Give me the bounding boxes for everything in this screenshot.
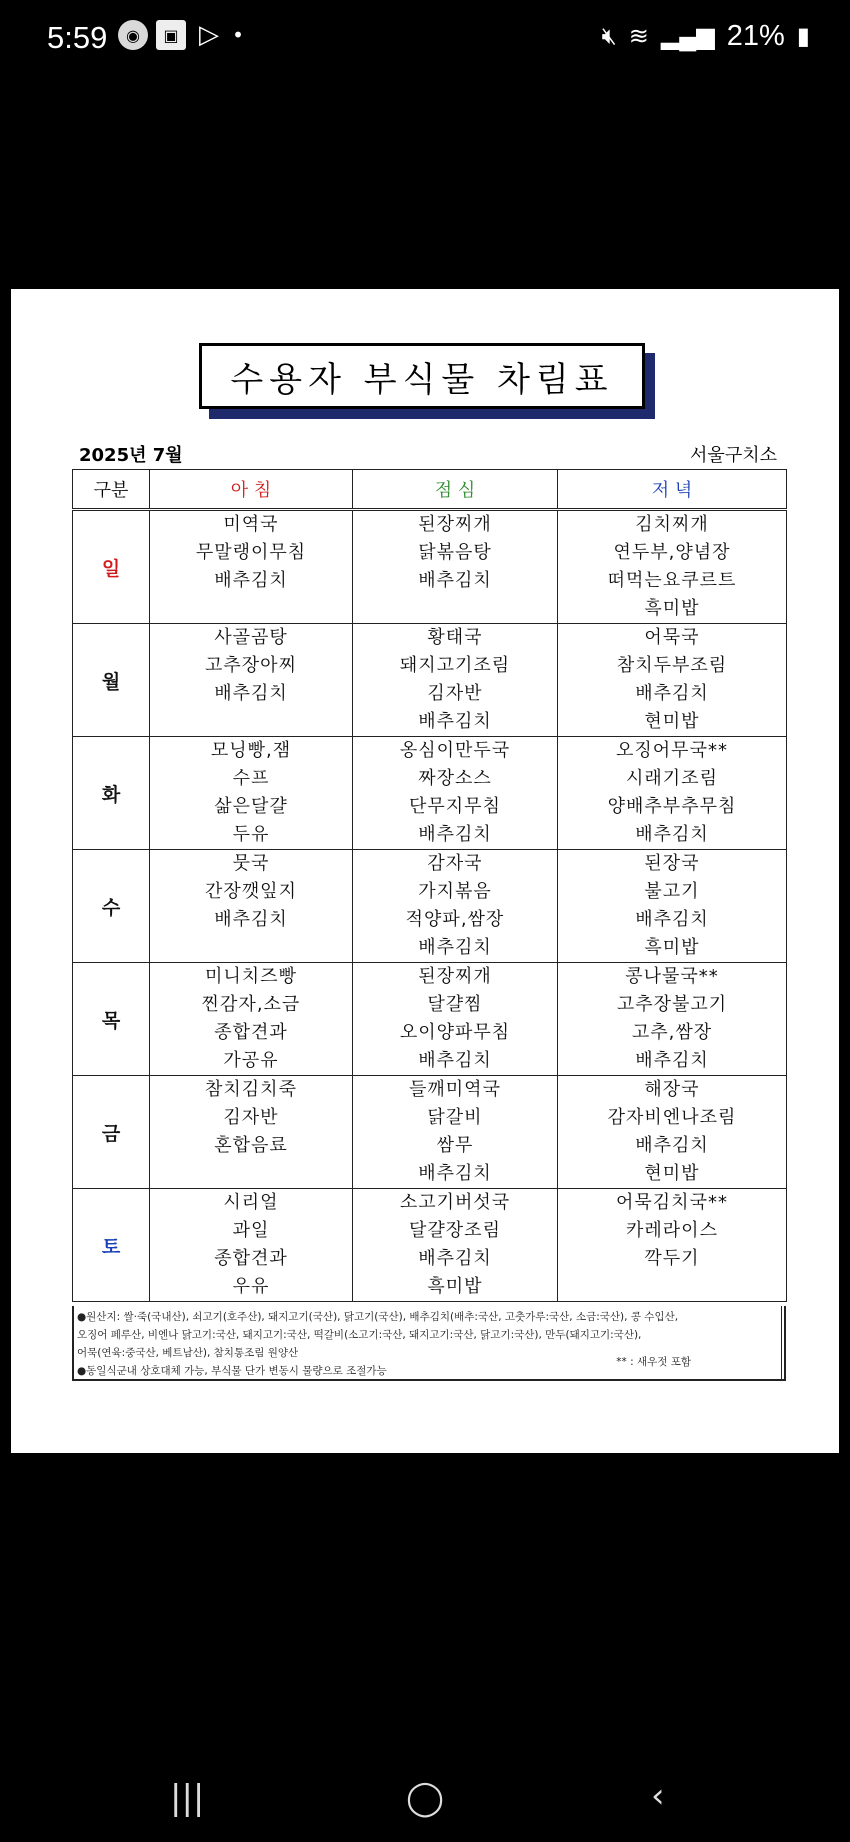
dinner-cell (558, 624, 787, 737)
menu-item: 배추김치 (214, 909, 288, 930)
dinner-cell (558, 1189, 787, 1302)
dinner-cell (558, 963, 787, 1076)
menu-item: 적양파,쌈장 (405, 909, 505, 930)
menu-table (72, 469, 787, 1302)
institution-name: 서울구치소 (690, 445, 777, 466)
origin-note-line-1: ●원산지: 쌀·죽(국내산), 쇠고기(호주산), 돼지고기(국산), 닭고기(국산), 배추김치(배추:국산, 고춧가루:국산, 소금:국산), 콩 수입산, (77, 1311, 679, 1323)
menu-item: 된장국 (644, 853, 700, 874)
menu-item: 된장찌개 (418, 514, 492, 535)
lunch-cell (353, 963, 558, 1076)
shrimp-note: ** : 새우젓 포함 (616, 1356, 691, 1368)
breakfast-cell (150, 1189, 353, 1302)
menu-item: 황태국 (427, 627, 483, 648)
notification-icons (118, 20, 244, 50)
origin-note-line-2: 오징어 페루산, 비엔나 닭고기:국산, 돼지고기:국산, 떡갈비(소고기:국산, 돼지고기:국산, 닭고기:국산), 만두(돼지고기:국산), (77, 1329, 642, 1341)
header-dinner: 저 녁 (558, 470, 787, 510)
breakfast-cell (150, 963, 353, 1076)
menu-item: 소고기버섯국 (399, 1192, 511, 1213)
menu-item: 된장찌개 (418, 966, 492, 987)
menu-item: 두유 (232, 824, 270, 845)
lunch-cell (353, 510, 558, 624)
breakfast-cell (150, 510, 353, 624)
menu-item: 흑미밥 (427, 1276, 483, 1297)
menu-item: 참치김치죽 (205, 1079, 297, 1100)
menu-item: 찐감자,소금 (201, 994, 301, 1015)
breakfast-cell (150, 850, 353, 963)
menu-item: 배추김치 (418, 824, 492, 845)
menu-item: 배추김치 (214, 570, 288, 591)
menu-item: 배추김치 (418, 711, 492, 732)
app-avatar-icon: ◉ (118, 20, 148, 50)
menu-item: 김치찌개 (635, 514, 709, 535)
menu-item: 쌈무 (436, 1135, 474, 1156)
menu-item: 종합견과 (214, 1248, 288, 1269)
menu-item: 옹심이만두국 (399, 740, 511, 761)
menu-item: 참치두부조림 (616, 655, 728, 676)
lunch-cell (353, 850, 558, 963)
lunch-cell (353, 624, 558, 737)
menu-item: 배추김치 (418, 1050, 492, 1071)
day-label: 토 (73, 1189, 150, 1302)
menu-item: 배추김치 (418, 1163, 492, 1184)
menu-item: 김자반 (223, 1107, 279, 1128)
table-row (73, 963, 787, 1076)
dinner-cell (558, 737, 787, 850)
app-photo-icon: ▣ (156, 20, 186, 50)
menu-item: 간장깻잎지 (205, 881, 297, 902)
wifi-icon: ≋ (628, 23, 649, 50)
menu-item: 해장국 (644, 1079, 700, 1100)
lunch-cell (353, 737, 558, 850)
menu-item: 카레라이스 (626, 1220, 718, 1241)
menu-item: 달걀찜 (427, 994, 483, 1015)
day-label: 화 (73, 737, 150, 850)
header-category: 구분 (73, 470, 150, 510)
recent-apps-icon[interactable]: ||| (170, 1778, 205, 1818)
back-icon[interactable]: ‹ (651, 1776, 665, 1816)
menu-item: 가공유 (223, 1050, 279, 1071)
menu-item: 시래기조림 (626, 768, 718, 789)
menu-item: 들깨미역국 (409, 1079, 501, 1100)
dinner-cell (558, 510, 787, 624)
menu-item: 돼지고기조림 (399, 655, 511, 676)
menu-item: 닭볶음탕 (418, 542, 492, 563)
signal-icon: ▂▄▆ (660, 23, 715, 50)
menu-item: 배추김치 (418, 570, 492, 591)
day-label: 수 (73, 850, 150, 963)
breakfast-cell (150, 737, 353, 850)
clock: 5:59 (47, 20, 108, 55)
menu-item: 콩나물국** (625, 966, 719, 987)
menu-item: 사골곰탕 (214, 627, 288, 648)
play-store-icon: ▷ (199, 20, 219, 50)
menu-item: 미역국 (223, 514, 279, 535)
header-breakfast: 아 침 (150, 470, 353, 510)
day-label: 목 (73, 963, 150, 1076)
breakfast-cell (150, 1076, 353, 1189)
menu-item: 감자국 (427, 853, 483, 874)
menu-item: 삶은달걀 (214, 796, 288, 817)
menu-item: 배추김치 (635, 824, 709, 845)
table-row (73, 1189, 787, 1302)
menu-item: 시리얼 (223, 1192, 279, 1213)
menu-item: 현미밥 (644, 711, 700, 732)
day-label: 월 (73, 624, 150, 737)
menu-item: 단무지무침 (409, 796, 501, 817)
menu-item: 어묵김치국** (616, 1192, 728, 1213)
menu-item: 오이양파무침 (399, 1022, 511, 1043)
menu-item: 떠먹는요쿠르트 (607, 570, 737, 591)
substitution-note: ●동일식군내 상호대체 가능, 부식물 단가 변동시 물량으로 조절가능 (77, 1365, 387, 1377)
menu-item: 배추김치 (635, 909, 709, 930)
menu-item: 고추장불고기 (616, 994, 728, 1015)
day-label: 금 (73, 1076, 150, 1189)
menu-item: 흑미밥 (644, 937, 700, 958)
home-icon[interactable]: ◯ (406, 1778, 445, 1818)
menu-item: 고추,쌈장 (631, 1022, 713, 1043)
battery-charging-icon: ▮ (796, 23, 810, 50)
menu-item: 닭갈비 (427, 1107, 483, 1128)
day-label: 일 (73, 510, 150, 624)
menu-item: 양배추부추무침 (607, 796, 737, 817)
table-row (73, 624, 787, 737)
menu-item: 우유 (232, 1276, 270, 1297)
menu-item: 배추김치 (418, 1248, 492, 1269)
menu-item: 깍두기 (644, 1248, 700, 1269)
menu-item: 가지볶음 (418, 881, 492, 902)
menu-item: 과일 (232, 1220, 270, 1241)
menu-item: 혼합음료 (214, 1135, 288, 1156)
menu-item: 불고기 (644, 881, 700, 902)
status-bar (0, 0, 850, 80)
breakfast-cell (150, 624, 353, 737)
menu-item: 배추김치 (635, 1050, 709, 1071)
document-date: 2025년 7월 (79, 445, 183, 466)
table-row (73, 1076, 787, 1189)
lunch-cell (353, 1076, 558, 1189)
table-row (73, 737, 787, 850)
table-row (73, 510, 787, 624)
menu-item: 현미밥 (644, 1163, 700, 1184)
status-icons (602, 20, 810, 53)
dinner-cell (558, 850, 787, 963)
menu-item: 모닝빵,잼 (210, 740, 292, 761)
menu-item: 김자반 (427, 683, 483, 704)
menu-item: 종합견과 (214, 1022, 288, 1043)
menu-item: 배추김치 (214, 683, 288, 704)
more-notifications-icon: • (232, 23, 244, 47)
table-row (73, 850, 787, 963)
document-title: 수용자 부식물 차림표 (199, 343, 645, 409)
origin-note-line-3: 어묵(연육:중국산, 베트남산), 참치통조림 원양산 (77, 1347, 299, 1359)
menu-item: 달걀장조림 (409, 1220, 501, 1241)
menu-item: 흑미밥 (644, 598, 700, 619)
notes-section (72, 1306, 782, 1380)
menu-item: 미니치즈빵 (205, 966, 297, 987)
menu-item: 짜장소스 (418, 768, 492, 789)
menu-document[interactable] (11, 289, 839, 1453)
mute-icon: 🔇︎ (601, 22, 617, 50)
menu-item: 뭇국 (232, 853, 270, 874)
menu-item: 오징어무국** (616, 740, 728, 761)
lunch-cell (353, 1189, 558, 1302)
menu-item: 감자비엔나조림 (607, 1107, 737, 1128)
menu-item: 배추김치 (418, 937, 492, 958)
menu-item: 배추김치 (635, 683, 709, 704)
dinner-cell (558, 1076, 787, 1189)
menu-item: 어묵국 (644, 627, 700, 648)
header-lunch: 점 심 (353, 470, 558, 510)
menu-item: 연두부,양념장 (613, 542, 731, 563)
menu-item: 무말랭이무침 (195, 542, 307, 563)
menu-item: 배추김치 (635, 1135, 709, 1156)
battery-level: 21% (726, 20, 785, 52)
menu-item: 수프 (232, 768, 270, 789)
menu-item: 고추장아찌 (205, 655, 297, 676)
navigation-bar (0, 1760, 850, 1842)
